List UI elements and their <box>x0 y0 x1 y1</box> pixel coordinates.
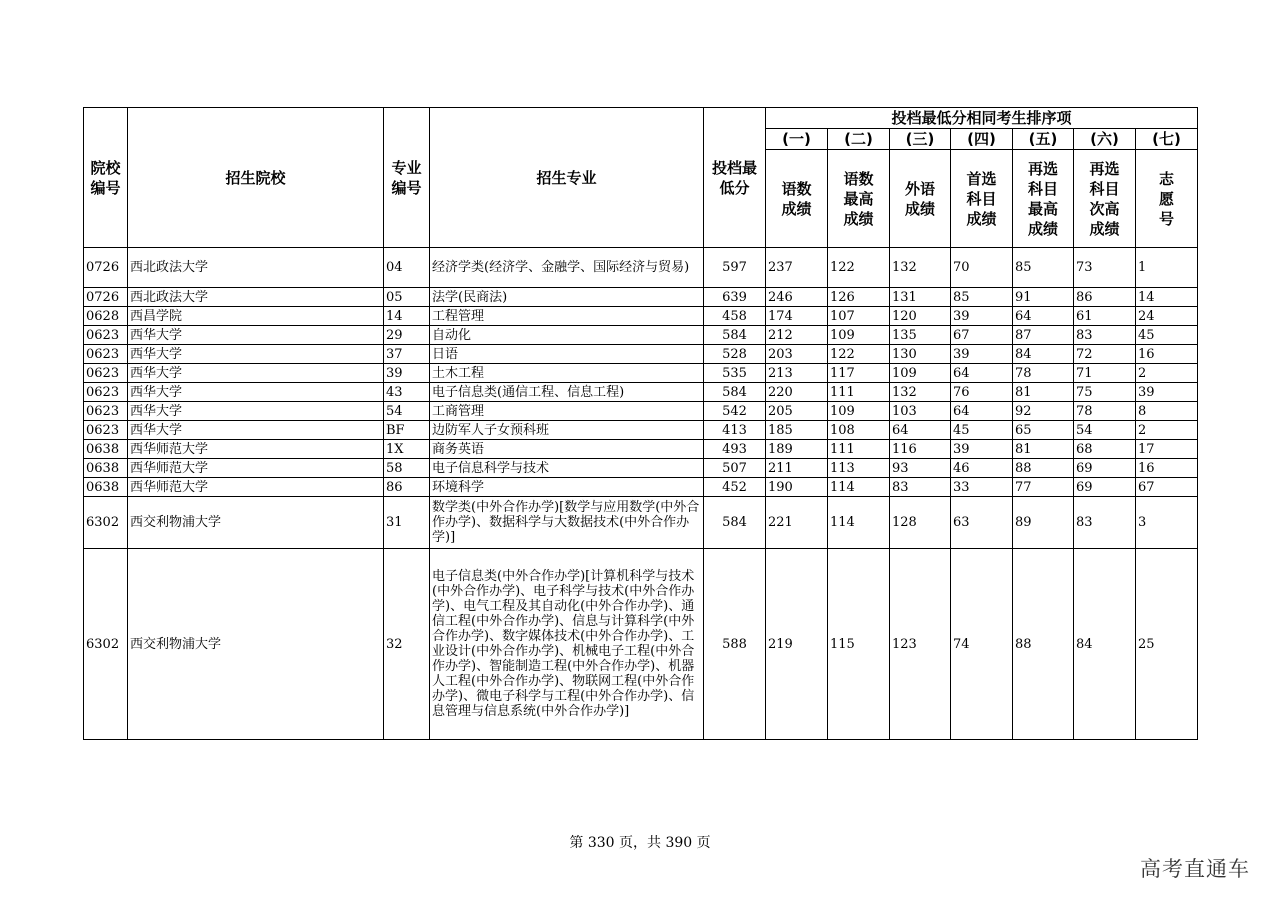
rank6-cell: 75 <box>1074 383 1136 402</box>
rank7-cell: 2 <box>1136 421 1198 440</box>
header-rank-number: (四) <box>951 129 1013 150</box>
min-score-cell: 493 <box>704 440 766 459</box>
rank6-cell: 72 <box>1074 345 1136 364</box>
major-name-cell: 工商管理 <box>430 402 704 421</box>
school-name-cell: 西北政法大学 <box>128 248 384 288</box>
rank7-cell: 8 <box>1136 402 1198 421</box>
header-rank-item: 再选科目最高成绩 <box>1013 150 1074 248</box>
rank6-cell: 86 <box>1074 288 1136 307</box>
rank7-cell: 3 <box>1136 497 1198 549</box>
rank5-cell: 78 <box>1013 364 1074 383</box>
min-score-cell: 507 <box>704 459 766 478</box>
rank7-cell: 67 <box>1136 478 1198 497</box>
rank5-cell: 92 <box>1013 402 1074 421</box>
header-rank-number: (七) <box>1136 129 1198 150</box>
school-name-cell: 西交利物浦大学 <box>128 549 384 740</box>
rank3-cell: 132 <box>890 248 951 288</box>
rank6-cell: 71 <box>1074 364 1136 383</box>
rank3-cell: 103 <box>890 402 951 421</box>
header-rank-item: 语数最高成绩 <box>828 150 890 248</box>
header-rank-item: 再选科目次高成绩 <box>1074 150 1136 248</box>
rank1-cell: 185 <box>766 421 828 440</box>
rank2-cell: 107 <box>828 307 890 326</box>
min-score-cell: 542 <box>704 402 766 421</box>
school-code-cell: 6302 <box>84 549 128 740</box>
major-name-cell: 数学类(中外合作办学)[数学与应用数学(中外合作办学)、数据科学与大数据技术(中外合作办学)] <box>430 497 704 549</box>
rank2-cell: 114 <box>828 478 890 497</box>
rank4-cell: 85 <box>951 288 1013 307</box>
rank2-cell: 122 <box>828 345 890 364</box>
rank4-cell: 45 <box>951 421 1013 440</box>
school-name-cell: 西华大学 <box>128 421 384 440</box>
min-score-cell: 584 <box>704 326 766 345</box>
rank3-cell: 93 <box>890 459 951 478</box>
school-code-cell: 0628 <box>84 307 128 326</box>
table-row <box>84 364 1198 383</box>
table-row <box>84 326 1198 345</box>
major-code-cell: 1X <box>384 440 430 459</box>
rank1-cell: 190 <box>766 478 828 497</box>
rank4-cell: 33 <box>951 478 1013 497</box>
major-name-cell: 经济学类(经济学、金融学、国际经济与贸易) <box>430 248 704 288</box>
school-code-cell: 0623 <box>84 421 128 440</box>
major-code-cell: 43 <box>384 383 430 402</box>
major-name-cell: 电子信息类(通信工程、信息工程) <box>430 383 704 402</box>
rank1-cell: 174 <box>766 307 828 326</box>
rank7-cell: 25 <box>1136 549 1198 740</box>
header-rank-number: (二) <box>828 129 890 150</box>
rank5-cell: 81 <box>1013 383 1074 402</box>
min-score-cell: 588 <box>704 549 766 740</box>
rank7-cell: 45 <box>1136 326 1198 345</box>
rank5-cell: 65 <box>1013 421 1074 440</box>
school-code-cell: 0623 <box>84 326 128 345</box>
rank3-cell: 130 <box>890 345 951 364</box>
rank3-cell: 128 <box>890 497 951 549</box>
table-row <box>84 497 1198 549</box>
rank6-cell: 73 <box>1074 248 1136 288</box>
rank6-cell: 68 <box>1074 440 1136 459</box>
rank2-cell: 117 <box>828 364 890 383</box>
rank1-cell: 219 <box>766 549 828 740</box>
rank3-cell: 64 <box>890 421 951 440</box>
major-name-cell: 环境科学 <box>430 478 704 497</box>
rank7-cell: 1 <box>1136 248 1198 288</box>
rank3-cell: 123 <box>890 549 951 740</box>
header-school-name: 招生院校 <box>128 108 384 248</box>
rank3-cell: 83 <box>890 478 951 497</box>
table-row <box>84 248 1198 288</box>
rank6-cell: 69 <box>1074 478 1136 497</box>
school-name-cell: 西华大学 <box>128 402 384 421</box>
school-code-cell: 0623 <box>84 383 128 402</box>
rank4-cell: 64 <box>951 402 1013 421</box>
school-name-cell: 西华师范大学 <box>128 478 384 497</box>
header-school-code: 院校编号 <box>84 108 128 248</box>
rank4-cell: 46 <box>951 459 1013 478</box>
rank5-cell: 88 <box>1013 459 1074 478</box>
school-code-cell: 0623 <box>84 402 128 421</box>
school-name-cell: 西昌学院 <box>128 307 384 326</box>
major-code-cell: 58 <box>384 459 430 478</box>
rank4-cell: 74 <box>951 549 1013 740</box>
header-row-group <box>84 108 1198 129</box>
table-row <box>84 549 1198 740</box>
table-row <box>84 307 1198 326</box>
rank1-cell: 246 <box>766 288 828 307</box>
school-name-cell: 西华大学 <box>128 364 384 383</box>
rank1-cell: 221 <box>766 497 828 549</box>
rank2-cell: 114 <box>828 497 890 549</box>
rank5-cell: 77 <box>1013 478 1074 497</box>
rank5-cell: 89 <box>1013 497 1074 549</box>
rank2-cell: 122 <box>828 248 890 288</box>
rank5-cell: 84 <box>1013 345 1074 364</box>
table-body <box>84 248 1198 740</box>
min-score-cell: 413 <box>704 421 766 440</box>
rank1-cell: 213 <box>766 364 828 383</box>
rank6-cell: 83 <box>1074 326 1136 345</box>
rank7-cell: 24 <box>1136 307 1198 326</box>
min-score-cell: 535 <box>704 364 766 383</box>
major-code-cell: 29 <box>384 326 430 345</box>
header-rank-item: 语数成绩 <box>766 150 828 248</box>
rank5-cell: 88 <box>1013 549 1074 740</box>
rank2-cell: 111 <box>828 383 890 402</box>
rank6-cell: 69 <box>1074 459 1136 478</box>
major-code-cell: 37 <box>384 345 430 364</box>
major-code-cell: BF <box>384 421 430 440</box>
school-name-cell: 西北政法大学 <box>128 288 384 307</box>
header-rank-number: (三) <box>890 129 951 150</box>
rank7-cell: 39 <box>1136 383 1198 402</box>
school-code-cell: 0726 <box>84 248 128 288</box>
major-name-cell: 法学(民商法) <box>430 288 704 307</box>
rank6-cell: 84 <box>1074 549 1136 740</box>
major-code-cell: 54 <box>384 402 430 421</box>
rank1-cell: 205 <box>766 402 828 421</box>
rank3-cell: 116 <box>890 440 951 459</box>
rank2-cell: 111 <box>828 440 890 459</box>
major-name-cell: 土木工程 <box>430 364 704 383</box>
min-score-cell: 584 <box>704 497 766 549</box>
major-name-cell: 工程管理 <box>430 307 704 326</box>
rank6-cell: 61 <box>1074 307 1136 326</box>
rank2-cell: 113 <box>828 459 890 478</box>
header-ranking-group: 投档最低分相同考生排序项 <box>766 108 1198 129</box>
rank4-cell: 67 <box>951 326 1013 345</box>
school-code-cell: 0638 <box>84 440 128 459</box>
rank4-cell: 39 <box>951 307 1013 326</box>
rank5-cell: 91 <box>1013 288 1074 307</box>
rank1-cell: 212 <box>766 326 828 345</box>
school-code-cell: 0623 <box>84 364 128 383</box>
rank7-cell: 17 <box>1136 440 1198 459</box>
rank5-cell: 81 <box>1013 440 1074 459</box>
table-row <box>84 459 1198 478</box>
table-row <box>84 345 1198 364</box>
rank1-cell: 220 <box>766 383 828 402</box>
table-row <box>84 288 1198 307</box>
header-major-name: 招生专业 <box>430 108 704 248</box>
page-number: 第 330 页，共 390 页 <box>569 835 711 851</box>
school-code-cell: 0623 <box>84 345 128 364</box>
major-code-cell: 31 <box>384 497 430 549</box>
rank2-cell: 126 <box>828 288 890 307</box>
major-code-cell: 05 <box>384 288 430 307</box>
min-score-cell: 584 <box>704 383 766 402</box>
min-score-cell: 458 <box>704 307 766 326</box>
table-row <box>84 478 1198 497</box>
school-name-cell: 西交利物浦大学 <box>128 497 384 549</box>
major-code-cell: 39 <box>384 364 430 383</box>
major-code-cell: 32 <box>384 549 430 740</box>
major-name-cell: 电子信息科学与技术 <box>430 459 704 478</box>
table-row <box>84 383 1198 402</box>
rank4-cell: 64 <box>951 364 1013 383</box>
header-rank-number: (五) <box>1013 129 1074 150</box>
rank1-cell: 189 <box>766 440 828 459</box>
rank3-cell: 131 <box>890 288 951 307</box>
major-name-cell: 日语 <box>430 345 704 364</box>
major-code-cell: 04 <box>384 248 430 288</box>
table-row <box>84 421 1198 440</box>
header-rank-item: 外语成绩 <box>890 150 951 248</box>
header-rank-number: (六) <box>1074 129 1136 150</box>
rank2-cell: 109 <box>828 402 890 421</box>
rank6-cell: 78 <box>1074 402 1136 421</box>
rank5-cell: 85 <box>1013 248 1074 288</box>
header-rank-item: 首选科目成绩 <box>951 150 1013 248</box>
rank1-cell: 211 <box>766 459 828 478</box>
major-code-cell: 86 <box>384 478 430 497</box>
school-name-cell: 西华师范大学 <box>128 440 384 459</box>
rank7-cell: 14 <box>1136 288 1198 307</box>
min-score-cell: 597 <box>704 248 766 288</box>
school-name-cell: 西华大学 <box>128 326 384 345</box>
rank3-cell: 120 <box>890 307 951 326</box>
rank4-cell: 39 <box>951 440 1013 459</box>
rank7-cell: 2 <box>1136 364 1198 383</box>
table-row <box>84 402 1198 421</box>
rank1-cell: 203 <box>766 345 828 364</box>
rank3-cell: 135 <box>890 326 951 345</box>
rank4-cell: 76 <box>951 383 1013 402</box>
school-code-cell: 6302 <box>84 497 128 549</box>
rank6-cell: 54 <box>1074 421 1136 440</box>
rank5-cell: 64 <box>1013 307 1074 326</box>
watermark-logo-text: 高考直通车 <box>1140 857 1250 881</box>
rank2-cell: 109 <box>828 326 890 345</box>
rank5-cell: 87 <box>1013 326 1074 345</box>
header-min-score: 投档最低分 <box>704 108 766 248</box>
school-name-cell: 西华大学 <box>128 345 384 364</box>
school-name-cell: 西华大学 <box>128 383 384 402</box>
min-score-cell: 528 <box>704 345 766 364</box>
school-code-cell: 0638 <box>84 478 128 497</box>
rank7-cell: 16 <box>1136 345 1198 364</box>
min-score-cell: 639 <box>704 288 766 307</box>
major-code-cell: 14 <box>384 307 430 326</box>
rank4-cell: 39 <box>951 345 1013 364</box>
header-rank-number: (一) <box>766 129 828 150</box>
admission-score-table <box>83 107 1198 740</box>
school-name-cell: 西华师范大学 <box>128 459 384 478</box>
school-code-cell: 0726 <box>84 288 128 307</box>
rank3-cell: 109 <box>890 364 951 383</box>
header-major-code: 专业编号 <box>384 108 430 248</box>
major-name-cell: 商务英语 <box>430 440 704 459</box>
rank2-cell: 115 <box>828 549 890 740</box>
header-rank-item: 志愿号 <box>1136 150 1198 248</box>
rank3-cell: 132 <box>890 383 951 402</box>
table-row <box>84 440 1198 459</box>
rank7-cell: 16 <box>1136 459 1198 478</box>
rank4-cell: 70 <box>951 248 1013 288</box>
school-code-cell: 0638 <box>84 459 128 478</box>
major-name-cell: 电子信息类(中外合作办学)[计算机科学与技术(中外合作办学)、电子科学与技术(中外合作办学)、电气工程及其自动化(中外合作办学)、通信工程(中外合作办学)、信息与计算科学(中外合作办学)、数字媒体技术(中外合作办学)、工业设计(中外合作办学)、机械电子工程(中外合作办学)、智能制造工程(中外合作办学)、机器人工程(中外合作办学)、物联网工程(中外合作办学)、微电子科学与工程(中外合作办学)、信息管理与信息系统(中外合作办学)] <box>430 549 704 740</box>
rank2-cell: 108 <box>828 421 890 440</box>
rank1-cell: 237 <box>766 248 828 288</box>
rank6-cell: 83 <box>1074 497 1136 549</box>
major-name-cell: 边防军人子女预科班 <box>430 421 704 440</box>
min-score-cell: 452 <box>704 478 766 497</box>
rank4-cell: 63 <box>951 497 1013 549</box>
major-name-cell: 自动化 <box>430 326 704 345</box>
